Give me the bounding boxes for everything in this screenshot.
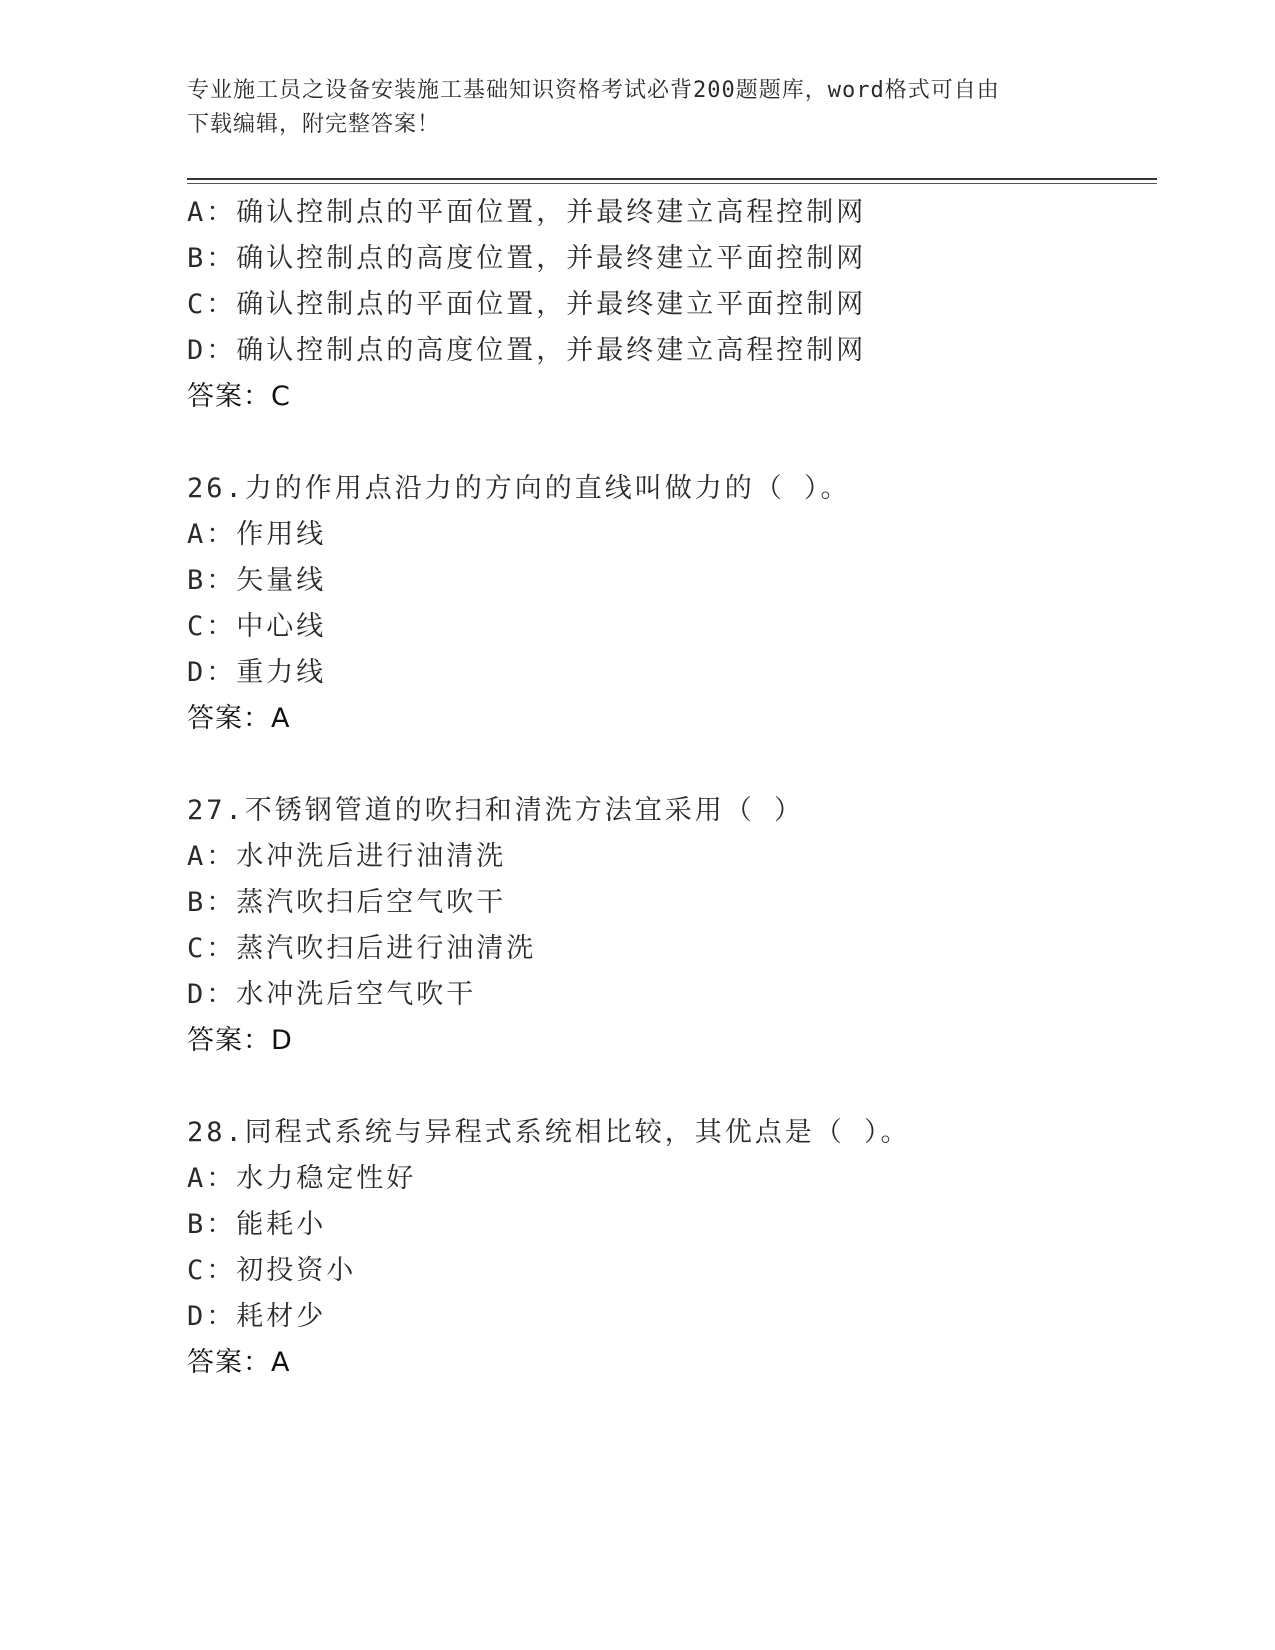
question-spacer bbox=[187, 742, 1147, 788]
question-spacer bbox=[187, 420, 1147, 466]
question-27 bbox=[187, 788, 1147, 1064]
question-26 bbox=[187, 466, 1147, 742]
question-26-option-d: D：重力线 bbox=[187, 657, 327, 688]
header-divider-thin bbox=[187, 183, 1157, 184]
question-25-answer: 答案：C bbox=[187, 381, 291, 412]
question-25-option-c: C：确认控制点的平面位置，并最终建立平面控制网 bbox=[187, 289, 867, 320]
question-26-answer: 答案：A bbox=[187, 703, 291, 734]
question-28-option-c: C：初投资小 bbox=[187, 1255, 357, 1286]
question-25-option-b: B：确认控制点的高度位置，并最终建立平面控制网 bbox=[187, 243, 867, 274]
question-27-option-c: C：蒸汽吹扫后进行油清洗 bbox=[187, 933, 537, 964]
question-list bbox=[187, 190, 1147, 1386]
question-28-answer: 答案：A bbox=[187, 1347, 291, 1378]
question-27-option-a: A：水冲洗后进行油清洗 bbox=[187, 841, 507, 872]
question-28-option-d: D：耗材少 bbox=[187, 1301, 327, 1332]
header-title-line-1: 专业施工员之设备安装施工基础知识资格考试必背200题题库，word格式可自由 bbox=[187, 78, 1000, 103]
question-26-option-b: B：矢量线 bbox=[187, 565, 327, 596]
question-25-option-a: A：确认控制点的平面位置，并最终建立高程控制网 bbox=[187, 197, 867, 228]
question-28-stem: 28.同程式系统与异程式系统相比较，其优点是（ ）。 bbox=[187, 1117, 911, 1148]
question-25 bbox=[187, 190, 1147, 420]
question-26-option-a: A：作用线 bbox=[187, 519, 327, 550]
question-26-stem: 26.力的作用点沿力的方向的直线叫做力的（ ）。 bbox=[187, 473, 851, 504]
document-header bbox=[187, 74, 1087, 142]
question-27-option-b: B：蒸汽吹扫后空气吹干 bbox=[187, 887, 507, 918]
question-26-option-c: C：中心线 bbox=[187, 611, 327, 642]
question-28-option-a: A：水力稳定性好 bbox=[187, 1163, 417, 1194]
question-27-stem: 27.不锈钢管道的吹扫和清洗方法宜采用（ ） bbox=[187, 795, 805, 826]
header-title-line-2: 下载编辑，附完整答案！ bbox=[187, 112, 441, 137]
question-27-answer: 答案：D bbox=[187, 1025, 293, 1056]
question-spacer bbox=[187, 1064, 1147, 1110]
header-divider-thick bbox=[187, 178, 1157, 180]
question-25-option-d: D：确认控制点的高度位置，并最终建立高程控制网 bbox=[187, 335, 867, 366]
question-28-option-b: B：能耗小 bbox=[187, 1209, 327, 1240]
question-28 bbox=[187, 1110, 1147, 1386]
question-27-option-d: D：水冲洗后空气吹干 bbox=[187, 979, 477, 1010]
